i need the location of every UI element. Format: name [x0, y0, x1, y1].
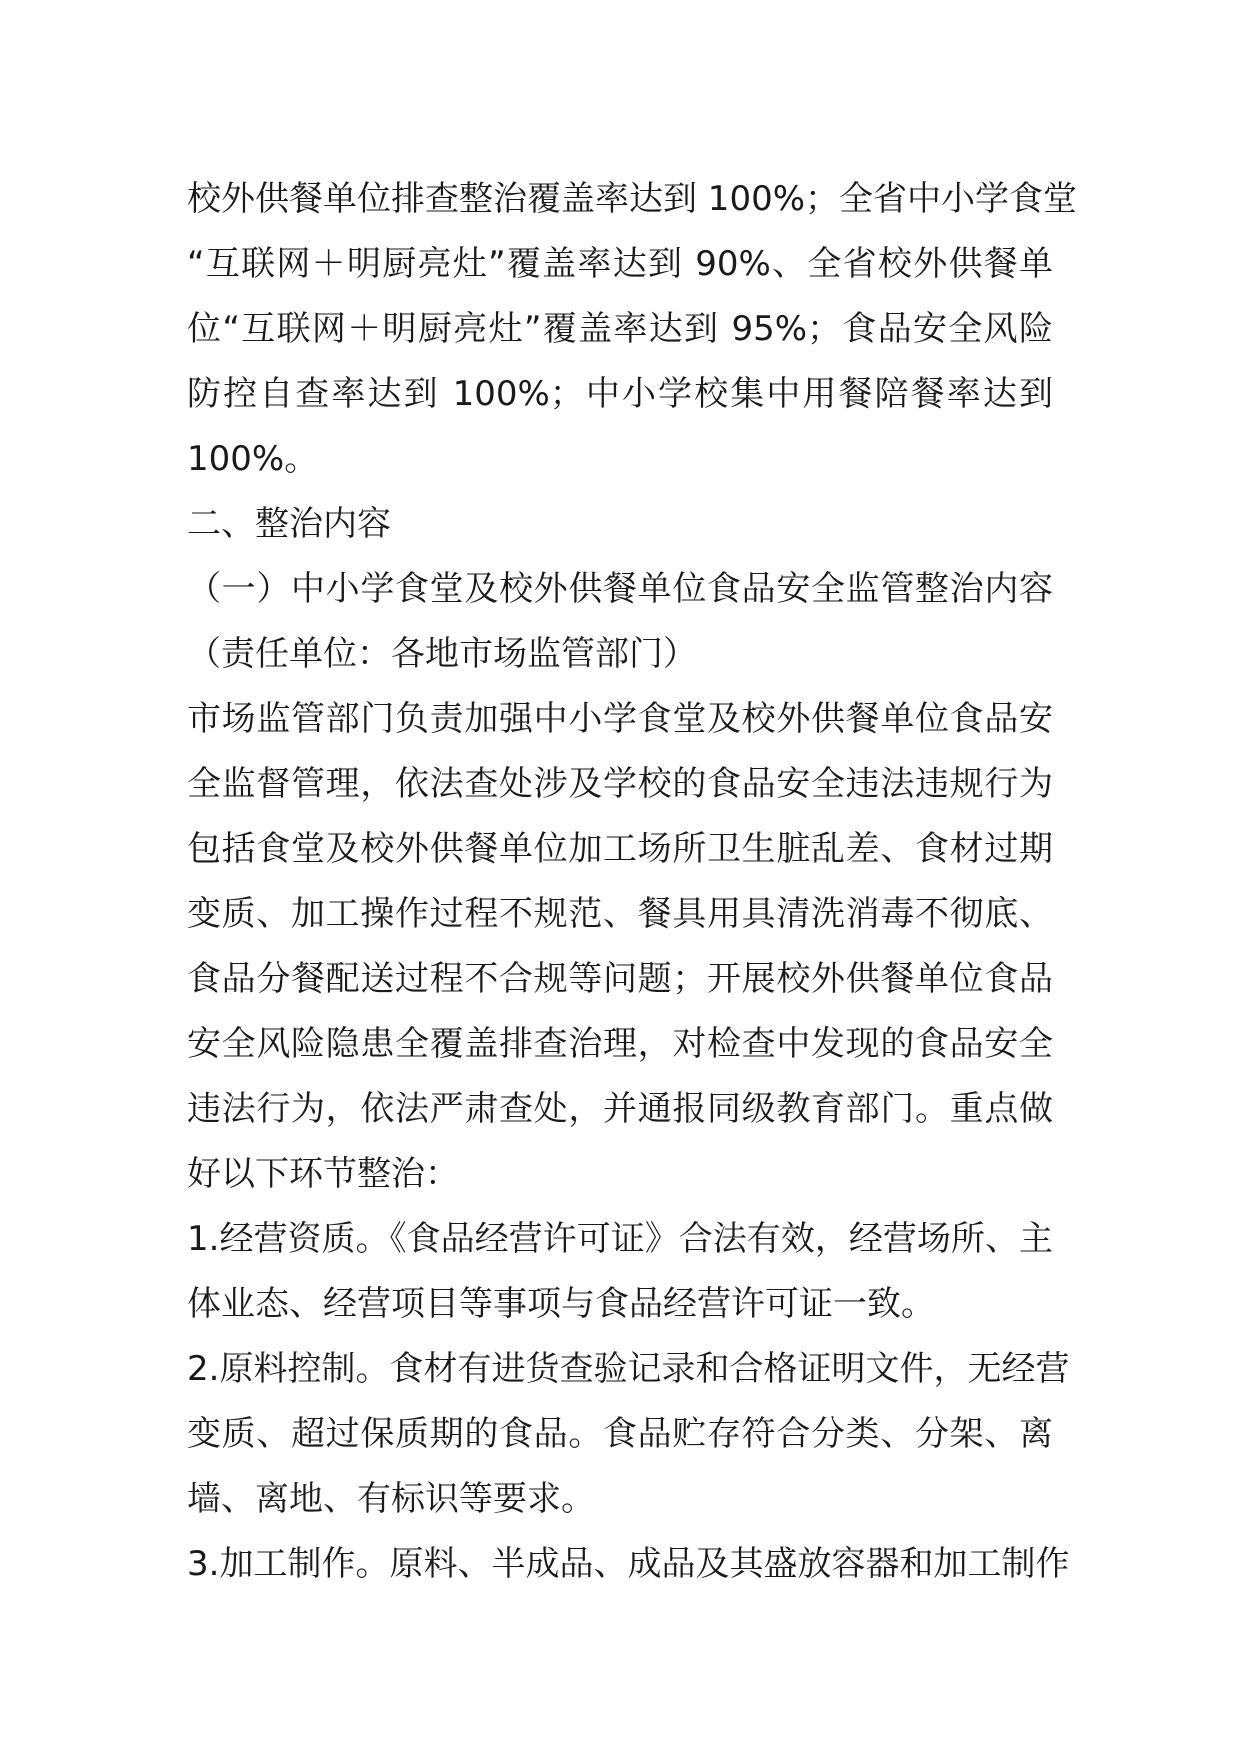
text-line: 包括食堂及校外供餐单位加工场所卫生脏乱差、食材过期 — [187, 829, 1053, 869]
text-line: 校外供餐单位排查整治覆盖率达到 100%；全省中小学食堂 — [187, 179, 1078, 219]
text-line: 变质、超过保质期的食品。食品贮存符合分类、分架、离 — [187, 1414, 1053, 1454]
text-line: 墙、离地、有标识等要求。 — [187, 1479, 595, 1519]
list-item-3: 3.加工制作。原料、半成品、成品及其盛放容器和加工制作 — [187, 1544, 1070, 1584]
text-line: 好以下环节整治： — [187, 1154, 459, 1194]
text-line: 防控自查率达到 100%；中小学校集中用餐陪餐率达到 — [187, 374, 1053, 414]
list-item-1: 1.经营资质。《食品经营许可证》合法有效，经营场所、主 — [187, 1219, 1053, 1259]
subsection-heading-responsible: （责任单位：各地市场监管部门） — [187, 634, 697, 674]
text-line: 全监督管理，依法查处涉及学校的食品安全违法违规行为 — [187, 764, 1053, 804]
section-heading: 二、整治内容 — [187, 504, 391, 544]
text-line: 市场监管部门负责加强中小学食堂及校外供餐单位食品安 — [187, 699, 1053, 739]
list-item-2: 2.原料控制。食材有进货查验记录和合格证明文件，无经营 — [187, 1349, 1070, 1389]
text-line: “互联网＋明厨亮灶”覆盖率达到 90%、全省校外供餐单 — [187, 244, 1053, 284]
subsection-heading: （一）中小学食堂及校外供餐单位食品安全监管整治内容 — [187, 569, 1053, 609]
document-body — [187, 167, 1078, 1597]
text-line: 安全风险隐患全覆盖排查治理，对检查中发现的食品安全 — [187, 1024, 1053, 1064]
text-line: 食品分餐配送过程不合规等问题；开展校外供餐单位食品 — [187, 959, 1053, 999]
text-line: 100%。 — [187, 439, 319, 479]
text-line: 位“互联网＋明厨亮灶”覆盖率达到 95%；食品安全风险 — [187, 309, 1053, 349]
text-line: 违法行为，依法严肃查处，并通报同级教育部门。重点做 — [187, 1089, 1053, 1129]
text-line: 变质、加工操作过程不规范、餐具用具清洗消毒不彻底、 — [187, 894, 1053, 934]
text-line: 体业态、经营项目等事项与食品经营许可证一致。 — [187, 1284, 935, 1324]
